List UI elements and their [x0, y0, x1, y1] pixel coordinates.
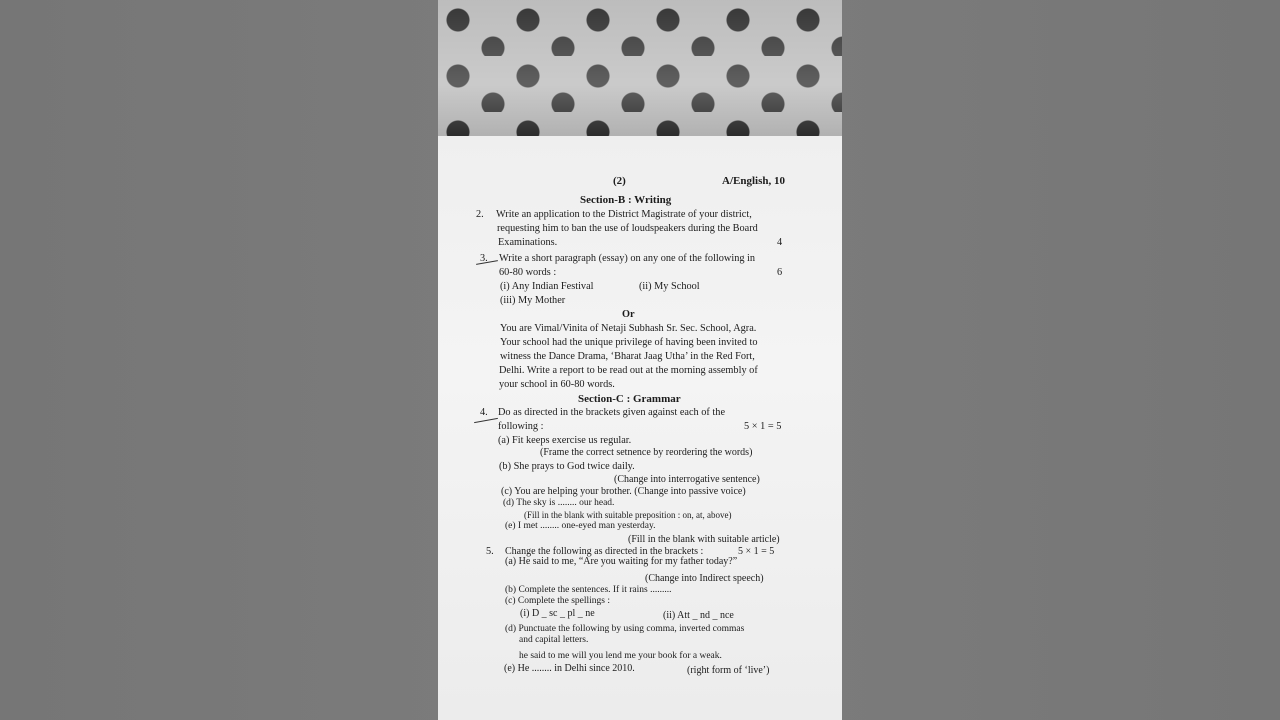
q5-item-d-sentence: he said to me will you lend me your book for a weak.	[519, 651, 722, 661]
q5-item-b: (b) Complete the sentences. If it rains .........	[505, 585, 672, 595]
q4-item-a-hint: (Frame the correct setnence by reordering the words)	[540, 447, 753, 458]
section-c-title: Section-C : Grammar	[578, 393, 681, 405]
q4-item-d: (d) The sky is ........ our head.	[503, 498, 615, 508]
q4-item-b: (b) She prays to God twice daily.	[499, 461, 635, 472]
paper-code: A/English, 10	[722, 175, 785, 187]
q4-item-b-hint: (Change into interrogative sentence)	[614, 474, 760, 485]
q3-option-2: (ii) My School	[639, 281, 700, 292]
q3-line-1: Write a short paragraph (essay) on any one of the following in	[499, 253, 756, 264]
q3-line-2: 60-80 words :	[499, 267, 557, 278]
q3-marks: 6	[777, 267, 783, 278]
exam-paper-photo	[438, 0, 842, 720]
page-number: (2)	[613, 175, 626, 187]
q3-number: 3.	[480, 253, 488, 264]
q4-line-1: Do as directed in the brackets given against each of the	[498, 407, 726, 418]
q4-item-e-hint: (Fill in the blank with suitable article)	[628, 534, 780, 545]
q5-item-c: (c) Complete the spellings :	[505, 596, 611, 606]
exam-paper	[438, 136, 842, 720]
q4-item-a: (a) Fit keeps exercise us regular.	[498, 435, 632, 446]
q4-item-d-hint: (Fill in the blank with suitable preposition : on, at, above)	[524, 510, 732, 520]
q2-number: 2.	[476, 209, 484, 220]
q5-item-c-i: (i) D _ sc _ pl _ ne	[520, 608, 595, 619]
q4-marks: 5 × 1 = 5	[744, 421, 782, 432]
q3-option-1: (i) Any Indian Festival	[500, 281, 594, 292]
q3-alt-line-2: Your school had the unique privilege of having been invited to	[500, 337, 758, 348]
q2-line-2: requesting him to ban the use of loudspeakers during the Board	[497, 223, 758, 234]
q2-line-1: Write an application to the District Magistrate of your district,	[496, 209, 752, 220]
q5-item-a: (a) He said to me, “Are you waiting for my father today?”	[505, 556, 738, 567]
q3-alt-line-5: your school in 60-80 words.	[499, 379, 615, 390]
q4-item-c: (c) You are helping your brother. (Change into passive voice)	[501, 486, 746, 497]
q5-marks: 5 × 1 = 5	[738, 546, 775, 557]
q3-alt-line-3: witness the Dance Drama, ‘Bharat Jaag Utha’ in the Red Fort,	[500, 351, 755, 362]
q4-item-e: (e) I met ........ one-eyed man yesterday.	[505, 521, 656, 531]
q5-item-a-hint: (Change into Indirect speech)	[645, 573, 764, 584]
q3-alt-line-1: You are Vimal/Vinita of Netaji Subhash Sr. Sec. School, Agra.	[500, 323, 757, 334]
q4-number: 4.	[480, 407, 488, 418]
q5-item-e-hint: (right form of ‘live’)	[687, 665, 770, 676]
q3-option-3: (iii) My Mother	[500, 295, 566, 306]
q2-marks: 4	[777, 237, 783, 248]
q5-item-d-line-2: and capital letters.	[519, 635, 589, 645]
q5-item-e: (e) He ........ in Delhi since 2010.	[504, 663, 635, 674]
q5-item-d-line-1: (d) Punctuate the following by using comma, inverted commas	[505, 624, 745, 634]
or-divider: Or	[622, 309, 635, 320]
q2-line-3: Examinations.	[498, 237, 558, 248]
q5-number: 5.	[486, 546, 494, 557]
q5-line: Change the following as directed in the brackets :	[505, 546, 704, 557]
section-b-title: Section-B : Writing	[580, 194, 672, 206]
q4-line-2: following :	[498, 421, 544, 432]
q5-item-c-ii: (ii) Att _ nd _ nce	[663, 610, 734, 621]
q3-alt-line-4: Delhi. Write a report to be read out at the morning assembly of	[499, 365, 758, 376]
